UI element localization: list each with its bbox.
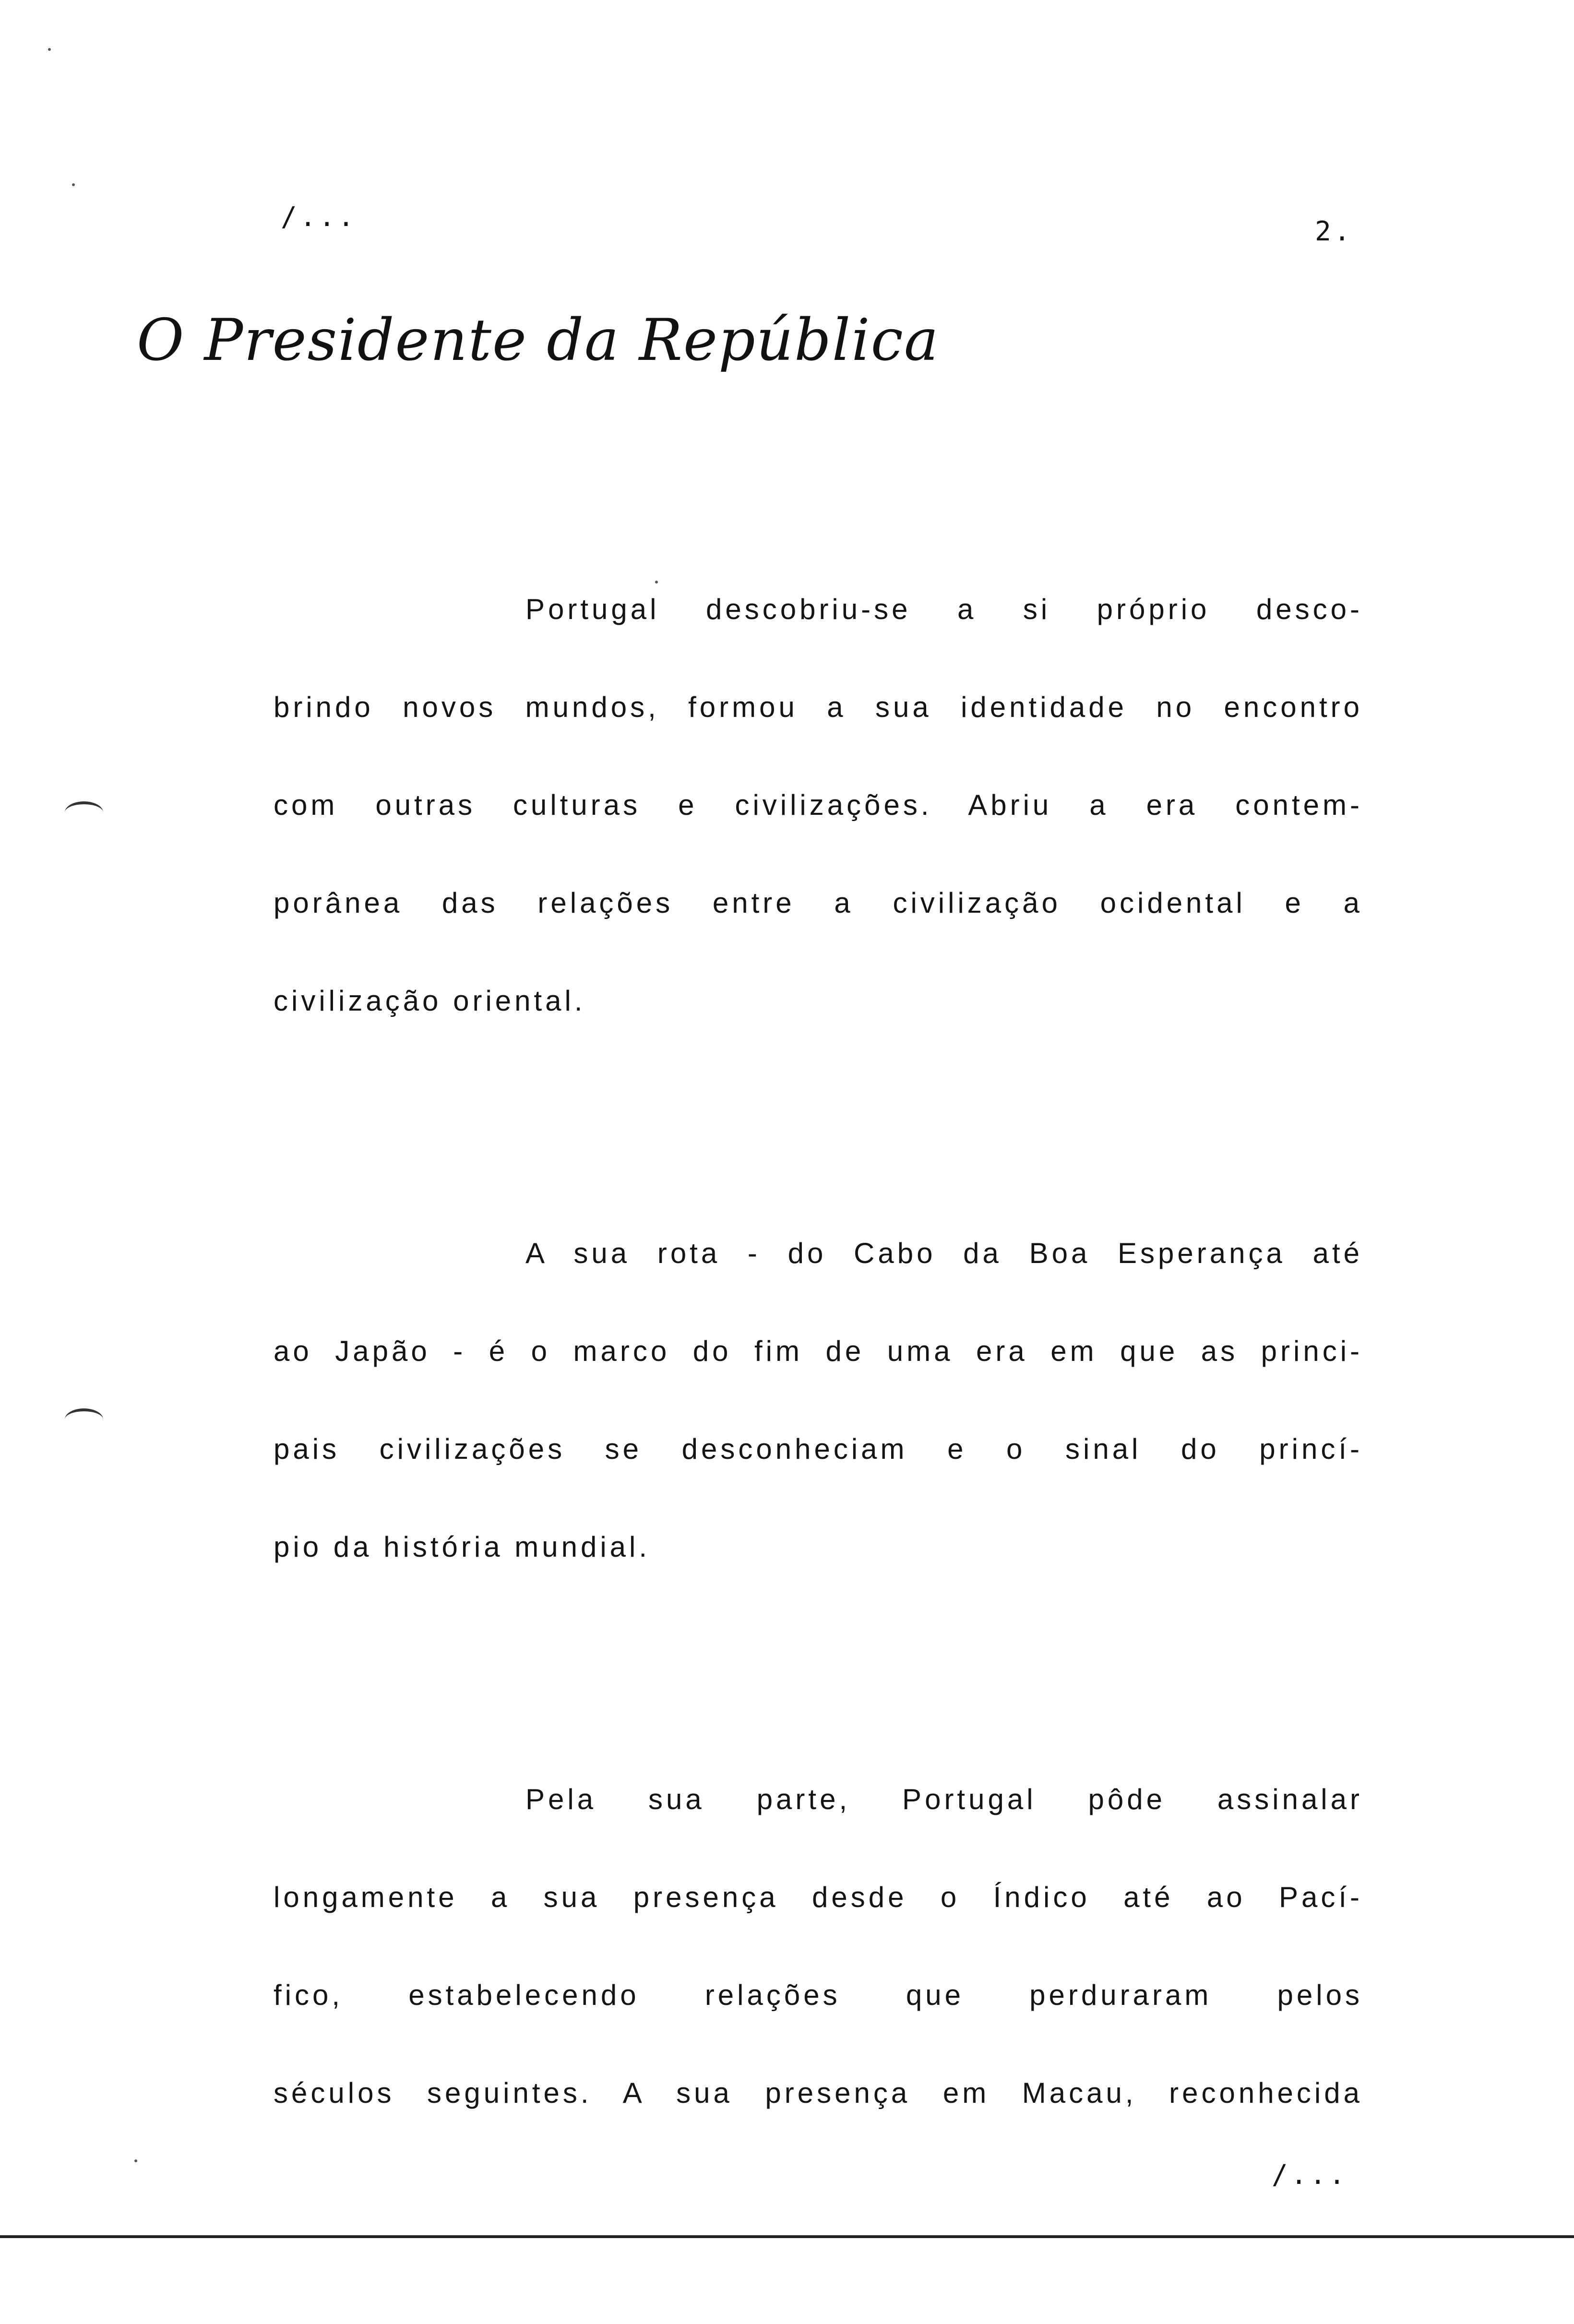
paragraph-3 xyxy=(274,1778,1363,2169)
punch-hole-mark xyxy=(65,1408,103,1430)
letterhead-title: O Presidente da República xyxy=(137,307,940,374)
scan-edge-line xyxy=(0,2235,1574,2238)
scan-speck xyxy=(134,2159,137,2162)
scan-speck xyxy=(48,48,51,51)
text-line: A sua rota - do Cabo da Boa Esperança até xyxy=(525,1237,1363,1269)
text-line: séculos seguintes. A sua presença em Macau, reconhecida xyxy=(274,2077,1363,2109)
text-line: porânea das relações entre a civilização ocidental e a xyxy=(274,887,1363,919)
paragraph-2 xyxy=(274,1232,1363,1623)
page-number: 2. xyxy=(1315,216,1353,247)
punch-hole-mark xyxy=(65,801,103,823)
text-line: Portugal descobriu-se a si próprio desco- xyxy=(525,593,1363,625)
text-line: ao Japão - é o marco do fim de uma era em que as princi- xyxy=(274,1335,1363,1367)
text-line: longamente a sua presença desde o Índico até ao Pací- xyxy=(274,1881,1363,1913)
text-line: pais civilizações se desconheciam e o sinal do princí- xyxy=(274,1433,1363,1465)
continuation-marker-bottom: /... xyxy=(1272,2159,1348,2191)
text-line: Pela sua parte, Portugal pôde assinalar xyxy=(525,1783,1363,1815)
text-line: fico, estabelecendo relações que perduraram pelos xyxy=(274,1979,1363,2011)
text-line: brindo novos mundos, formou a sua identidade no encontro xyxy=(274,691,1363,723)
text-line: com outras culturas e civilizações. Abriu a era contem- xyxy=(274,789,1363,821)
continuation-marker-top: /... xyxy=(281,202,357,233)
scan-speck xyxy=(655,581,658,584)
text-line: pio da história mundial. xyxy=(274,1531,651,1563)
document-body xyxy=(274,588,1363,2324)
text-line: civilização oriental. xyxy=(274,985,586,1017)
scan-speck xyxy=(72,183,75,186)
paragraph-1 xyxy=(274,588,1363,1077)
